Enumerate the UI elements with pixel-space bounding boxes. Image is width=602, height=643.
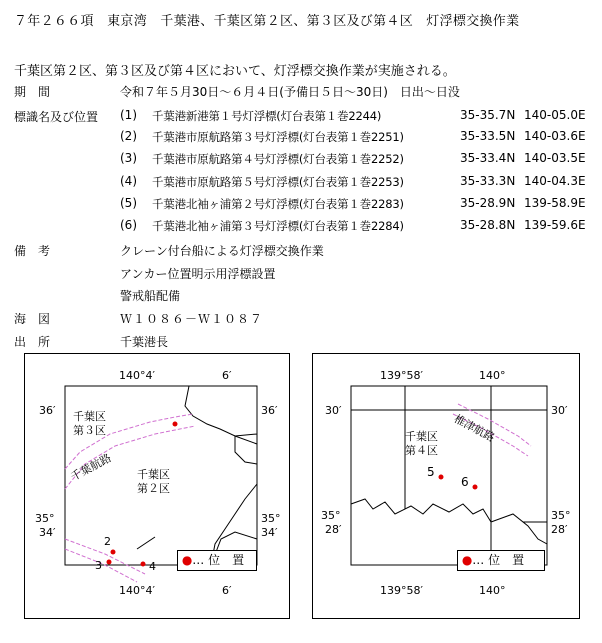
map-chiba-area-2-3 <box>24 353 290 619</box>
buoy-number: (3) <box>120 151 137 165</box>
buoy-name: 千葉港市原航路第５号灯浮標(灯台表第１巻2253) <box>152 175 404 189</box>
period-value: 令和７年５月30日～６月４日(予備日５日～30日) 日出～日没 <box>120 85 460 99</box>
buoy-number: (4) <box>120 174 137 188</box>
buoy-lon: 140-05.0E <box>524 108 586 122</box>
buoy-lon: 140-04.3E <box>524 174 586 188</box>
buoy-lat: 35-28.8N <box>460 218 516 232</box>
lat-label: 28′ <box>551 523 568 536</box>
map-1-land-north <box>185 386 257 436</box>
lat-label: 28′ <box>325 523 342 536</box>
area-4-label-b: 第４区 <box>405 444 438 457</box>
buoy-number: (5) <box>120 196 137 210</box>
remarks-line: アンカー位置明示用浮標設置 <box>120 267 276 281</box>
map-chiba-area-4 <box>312 353 580 619</box>
buoys-label: 標識名及び位置 <box>14 110 99 124</box>
buoy-lat: 35-33.3N <box>460 174 516 188</box>
map-1-legend <box>177 550 257 571</box>
buoy-lat: 35-33.4N <box>460 151 516 165</box>
lat-label: 34′ <box>261 526 278 539</box>
lat-label: 36′ <box>261 404 278 417</box>
buoy-5-marker <box>439 475 444 480</box>
buoy-name: 千葉港北袖ヶ浦第２号灯浮標(灯台表第１巻2283) <box>152 197 404 211</box>
notice-intro: 千葉区第２区、第３区及び第４区において、灯浮標交換作業が実施される。 <box>14 64 456 79</box>
period-label: 期 間 <box>14 85 51 99</box>
buoy-number: (2) <box>120 129 137 143</box>
area-4-label-a: 千葉区 <box>405 430 438 443</box>
area-2-label-b: 第２区 <box>137 482 170 495</box>
buoy-lon: 140-03.5E <box>524 151 586 165</box>
buoy-lon: 140-03.6E <box>524 129 586 143</box>
source-value: 千葉港長 <box>120 335 169 349</box>
buoy-lat: 35-33.5N <box>460 129 516 143</box>
area-2-label-a: 千葉区 <box>137 468 170 481</box>
lat-label: 30′ <box>551 404 568 417</box>
channel-label: 千葉航路 <box>68 451 114 484</box>
buoy-lon: 139-58.9E <box>524 196 586 210</box>
buoy-2-label: 2 <box>104 535 111 548</box>
buoy-name: 千葉港市原航路第４号灯浮標(灯台表第１巻2252) <box>152 152 404 166</box>
remarks-label: 備 考 <box>14 244 51 258</box>
map-1-breakwater <box>137 537 155 549</box>
legend-text: … 位 置 <box>472 553 525 567</box>
remarks-line: 警戒船配備 <box>120 289 181 303</box>
source-label: 出 所 <box>14 335 51 349</box>
area-3-label-a: 千葉区 <box>73 410 106 423</box>
buoy-2-marker <box>111 550 116 555</box>
lat-label: 35° <box>35 512 55 525</box>
buoy-4-label: 4 <box>149 560 156 573</box>
lat-label: 36′ <box>39 404 56 417</box>
buoy-1-marker <box>173 422 178 427</box>
buoy-name: 千葉港新港第１号灯浮標(灯台表第１巻2244) <box>152 109 382 123</box>
buoy-number: (1) <box>120 108 137 122</box>
buoy-lon: 139-59.6E <box>524 218 586 232</box>
buoy-name: 千葉港北袖ヶ浦第３号灯浮標(灯台表第１巻2284) <box>152 219 404 233</box>
chart-label: 海 図 <box>14 312 51 326</box>
buoy-4-marker <box>141 562 146 567</box>
buoy-number: (6) <box>120 218 137 232</box>
lat-label: 34′ <box>39 526 56 539</box>
map-2-svg <box>313 354 579 618</box>
buoy-6-marker <box>473 485 478 490</box>
legend-marker-icon: ● <box>178 553 193 567</box>
lon-label: 140° <box>479 584 506 597</box>
map-2-legend <box>457 550 545 571</box>
area-3-label-b: 第３区 <box>73 424 106 437</box>
notice-title: ７年２６６項 東京湾 千葉港、千葉区第２区、第３区及び第４区 灯浮標交換作業 <box>14 14 520 29</box>
buoy-3-label: 3 <box>95 559 102 572</box>
buoy-6-label: 6 <box>461 475 469 489</box>
buoy-lat: 35-35.7N <box>460 108 516 122</box>
legend-marker-icon: ● <box>458 553 473 567</box>
remarks-line: クレーン付台船による灯浮標交換作業 <box>120 244 324 258</box>
map-1-land-pier <box>235 436 257 464</box>
buoy-5-label: 5 <box>427 465 435 479</box>
lon-label: 139°58′ <box>380 584 423 597</box>
lon-label: 6′ <box>222 584 232 597</box>
lat-label: 35° <box>321 509 341 522</box>
map-1-svg <box>25 354 289 618</box>
legend-text: … 位 置 <box>192 553 245 567</box>
buoy-lat: 35-28.9N <box>460 196 516 210</box>
buoy-name: 千葉港市原航路第３号灯浮標(灯台表第１巻2251) <box>152 130 404 144</box>
lat-label: 35° <box>261 512 281 525</box>
chart-value: Ｗ１０８６－Ｗ１０８７ <box>120 312 264 326</box>
lon-label: 6′ <box>222 369 232 382</box>
lon-label: 140° <box>479 369 506 382</box>
lon-label: 140°4′ <box>119 369 155 382</box>
lat-label: 35° <box>551 509 571 522</box>
lon-label: 140°4′ <box>119 584 155 597</box>
buoy-3-marker <box>107 560 112 565</box>
channel-label: 椎津航路 <box>451 412 497 445</box>
lat-label: 30′ <box>325 404 342 417</box>
lon-label: 139°58′ <box>380 369 423 382</box>
